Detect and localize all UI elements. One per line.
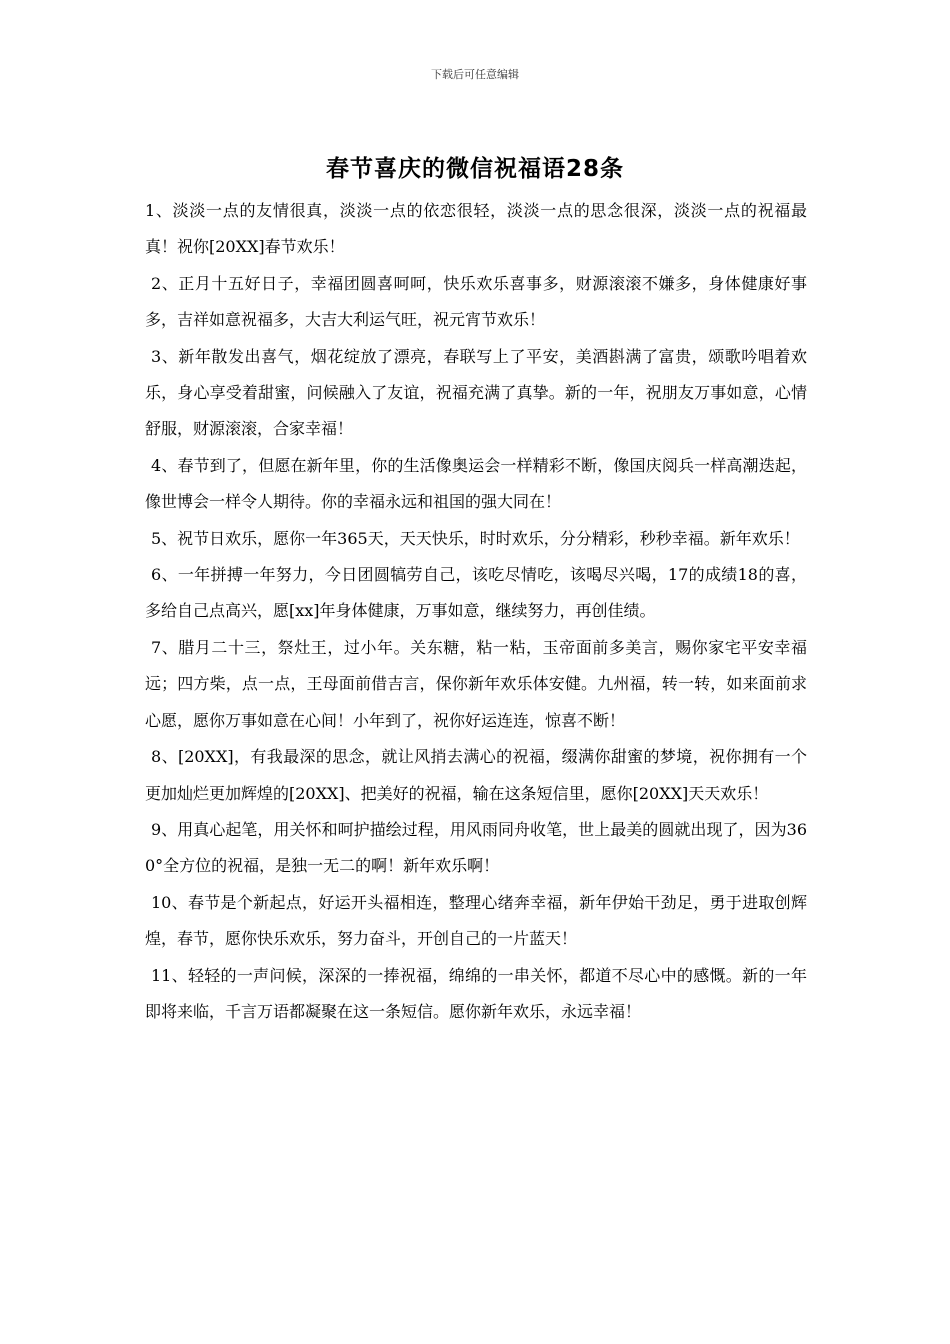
header-note: 下载后可任意编辑 [431,68,519,81]
paragraph-8: 8、[20XX]，有我最深的思念，就让风捎去满心的祝福，缀满你甜蜜的梦境，祝你拥有一个更加灿烂更加辉煌的[20XX]、把美好的祝福，输在这条短信里，愿你[20XX]天天欢乐！ [145,747,807,803]
paragraph-4: 4、春节到了，但愿在新年里，你的生活像奥运会一样精彩不断，像国庆阅兵一样高潮迭起，像世博会一样令人期待。你的幸福永远和祖国的强大同在！ [145,455,807,512]
paragraph-5: 5、祝节日欢乐，愿你一年365天，天天快乐，时时欢乐，分分精彩，秒秒幸福。新年欢乐！ [151,528,800,548]
paragraph-11: 11、轻轻的一声问候，深深的一捧祝福，绵绵的一串关怀，都道不尽心中的感慨。新的一年即将来临，千言万语都凝聚在这一条短信。愿你新年欢乐，永远幸福！ [145,965,807,1021]
paragraph-10: 10、春节是个新起点，好运开头福相连，整理心绪奔幸福，新年伊始干劲足，勇于进取创辉煌，春节，愿你快乐欢乐，努力奋斗，开创自己的一片蓝天！ [145,892,807,949]
paragraph-1: 1、淡淡一点的友情很真，淡淡一点的依恋很轻，淡淡一点的思念很深，淡淡一点的祝福最真！祝你[20XX]春节欢乐！ [145,201,807,257]
paragraph-9: 9、用真心起笔，用关怀和呵护描绘过程，用风雨同舟收笔，世上最美的圆就出现了，因为360°全方位的祝福，是独一无二的啊！新年欢乐啊！ [145,819,807,876]
paragraph-2: 2、正月十五好日子，幸福团圆喜呵呵，快乐欢乐喜事多，财源滚滚不嫌多，身体健康好事多，吉祥如意祝福多，大吉大利运气旺，祝元宵节欢乐！ [145,273,807,330]
document-title: 春节喜庆的微信祝福语28条 [325,156,624,182]
paragraph-6: 6、一年拼搏一年努力，今日团圆犒劳自己，该吃尽情吃，该喝尽兴喝，17的成绩18的喜，多给自己点高兴，愿[xx]年身体健康，万事如意，继续努力，再创佳绩。 [145,565,807,621]
paragraph-3: 3、新年散发出喜气，烟花绽放了漂亮，春联写上了平安，美酒斟满了富贵，颂歌吟唱着欢乐，身心享受着甜蜜，问候融入了友谊，祝福充满了真挚。新的一年，祝朋友万事如意，心情舒服，财源滚滚，合家幸福！ [145,346,807,439]
document-body [145,193,807,1030]
paragraph-7: 7、腊月二十三，祭灶王，过小年。关东糖，粘一粘，玉帝面前多美言，赐你家宅平安幸福远；四方柴，点一点，王母面前借吉言，保你新年欢乐体安健。九州福，转一转，如来面前求心愿，愿你万事如意在心间！小年到了，祝你好运连连，惊喜不断！ [145,637,807,730]
